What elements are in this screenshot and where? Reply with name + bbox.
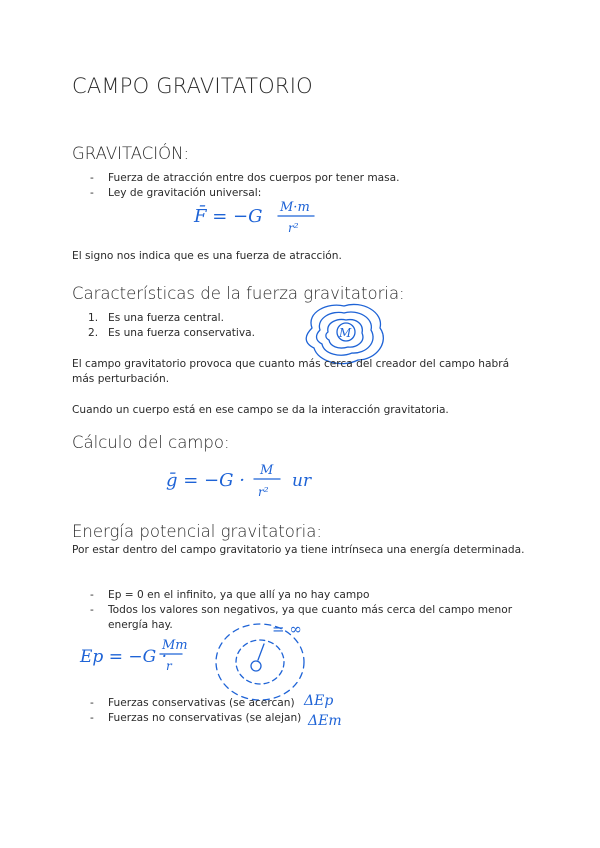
formula-numerator: M bbox=[260, 463, 274, 478]
list-item: 2. Es una fuerza conservativa. bbox=[88, 327, 256, 339]
heading-caracteristicas: Características de la fuerza gravitatoria: bbox=[72, 284, 405, 303]
caracteristicas-para-2: Cuando un cuerpo está en ese campo se da la interacción gravitatoria. bbox=[72, 404, 449, 416]
caracteristicas-para-1: El campo gravitatorio provoca que cuanto más cerca del creador del campo habrá más perturbación. bbox=[72, 358, 510, 385]
caracteristicas-list bbox=[88, 311, 255, 341]
list-item: - Ep = 0 en el infinito, ya que allí ya no hay campo bbox=[88, 588, 528, 603]
formula-denominator: r² bbox=[288, 221, 299, 235]
field-formula bbox=[164, 456, 334, 502]
forces-list bbox=[88, 696, 301, 726]
conservative-mark: ΔEp bbox=[304, 693, 334, 709]
formula-denominator: r bbox=[166, 659, 172, 673]
list-item: - Fuerzas conservativas (se acercan) bbox=[88, 696, 301, 711]
formula-lhs: Ep = −G · bbox=[80, 647, 167, 667]
list-item: - Ley de gravitación universal: bbox=[88, 186, 400, 201]
page-title: CAMPO GRAVITATORIO bbox=[72, 74, 313, 98]
formula-numerator: M·m bbox=[280, 200, 310, 215]
energia-intro: Por estar dentro del campo gravitatorio ya tiene intrínseca una energía determinada. bbox=[72, 544, 525, 556]
formula-lhs: F̄ = −G bbox=[194, 206, 263, 227]
non-conservative-mark: ΔEm bbox=[308, 713, 342, 729]
potential-energy-formula bbox=[78, 632, 198, 678]
gravitacion-note: El signo nos indica que es una fuerza de atracción. bbox=[72, 250, 342, 262]
list-item: - Todos los valores son negativos, ya que cuanto más cerca del campo menor energía hay. bbox=[88, 603, 528, 633]
infinity-label: = ∞ bbox=[272, 620, 302, 638]
formula-denominator: r² bbox=[258, 485, 269, 499]
energy-marks bbox=[302, 690, 362, 730]
heading-energia: Energía potencial gravitatoria: bbox=[72, 522, 322, 541]
formula-unit-vector: ur bbox=[292, 471, 312, 491]
formula-numerator: Mm bbox=[162, 638, 188, 653]
list-item: - Fuerza de atracción entre dos cuerpos por tener masa. bbox=[88, 171, 400, 186]
heading-gravitacion: GRAVITACIÓN: bbox=[72, 144, 190, 163]
formula-lhs: ḡ = −G · bbox=[166, 470, 245, 491]
list-item: 1. Es una fuerza central. bbox=[88, 312, 224, 324]
mass-label: M bbox=[339, 326, 352, 340]
heading-calculo: Cálculo del campo: bbox=[72, 433, 230, 452]
gravitation-law-formula bbox=[190, 194, 330, 238]
list-item: - Fuerzas no conservativas (se alejan) bbox=[88, 711, 301, 726]
